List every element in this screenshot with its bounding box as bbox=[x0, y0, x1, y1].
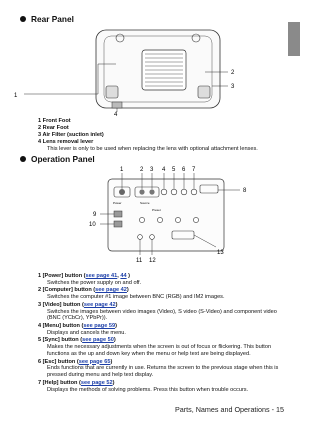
op-callout-6: 6 bbox=[182, 167, 186, 173]
button-description: Displays and cancels the menu. bbox=[47, 329, 126, 336]
op-callout-4: 4 bbox=[162, 167, 166, 173]
button-heading: 7 [Help] button (see page 52) bbox=[38, 379, 115, 386]
op-callout-11: 11 bbox=[136, 258, 143, 264]
page-link[interactable]: see page 59 bbox=[83, 322, 116, 329]
button-heading: 3 [Video] button (see page 42) bbox=[38, 301, 118, 308]
legend-item: 1 Front Foot bbox=[38, 118, 71, 124]
list-item bbox=[38, 337, 290, 357]
rear-panel-legend bbox=[38, 118, 288, 153]
op-callout-5: 5 bbox=[172, 167, 176, 173]
legend-description: This lever is only to be used when replacing the lens with optional attachment lenses. bbox=[47, 146, 258, 153]
legend-item: 4 Lens removal lever bbox=[38, 139, 94, 146]
op-callout-12: 12 bbox=[149, 258, 156, 264]
op-callout-8: 8 bbox=[243, 188, 247, 194]
page-link[interactable]: see page 42 bbox=[95, 287, 127, 294]
button-description: Switches the computer #1 image between BNC (RGB) and IM2 images. bbox=[47, 294, 225, 301]
list-item bbox=[38, 287, 290, 301]
page-link[interactable]: see page 41 bbox=[85, 273, 118, 279]
legend-item: 2 Rear Foot bbox=[38, 125, 69, 132]
button-description: Makes the necessary adjustments when the screen is out of focus or flickering. This button functions as the up and down key when the menu or help text are being displayed. bbox=[47, 344, 272, 357]
page-link[interactable]: see page 65 bbox=[78, 358, 111, 365]
button-heading: 1 [Power] button (see page 41, 44 ) bbox=[38, 273, 131, 279]
bullet-icon bbox=[20, 156, 26, 162]
list-item bbox=[38, 380, 290, 394]
list-item bbox=[38, 302, 290, 322]
operation-panel-title: Operation Panel bbox=[31, 154, 95, 164]
button-description: Switches the images between video images (Video), S video (S-Video) and component video (BNC (YCbCr), YPbPr)). bbox=[47, 308, 277, 322]
op-callout-13: 13 bbox=[217, 250, 224, 256]
page-footer: Parts, Names and Operations - 15 bbox=[174, 405, 284, 414]
page-link[interactable]: see page 42 bbox=[83, 301, 116, 308]
rear-panel-illustration bbox=[0, 24, 300, 116]
panel-source-label: Source bbox=[140, 201, 150, 205]
button-heading: 2 [Computer] button (see page 42) bbox=[38, 287, 129, 294]
operation-panel-heading bbox=[20, 154, 95, 164]
legend-item: 3 Air Filter (suction inlet) bbox=[38, 132, 104, 139]
panel-preset-label: Preset bbox=[152, 208, 161, 212]
op-callout-1: 1 bbox=[120, 167, 124, 173]
op-callout-9: 9 bbox=[93, 212, 97, 218]
panel-power-label: Power bbox=[113, 201, 122, 205]
op-callout-2: 2 bbox=[140, 167, 144, 173]
list-item bbox=[38, 359, 290, 379]
operation-panel-illustration bbox=[0, 165, 300, 271]
rear-panel-heading bbox=[20, 14, 74, 24]
rear-callout-3: 3 bbox=[231, 84, 235, 90]
button-heading: 4 [Menu] button (see page 59) bbox=[38, 322, 117, 329]
button-description: Ends functions that are currently in use. Returns the screen to the previous stage when this is pressed during menu and help text display. bbox=[47, 365, 279, 379]
op-callout-7: 7 bbox=[192, 167, 196, 173]
list-item bbox=[38, 273, 290, 287]
op-callout-10: 10 bbox=[89, 222, 96, 228]
page-link[interactable]: see page 50 bbox=[82, 337, 114, 344]
page-link[interactable]: 44 bbox=[120, 273, 127, 279]
rear-panel-title: Rear Panel bbox=[31, 14, 74, 24]
bullet-icon bbox=[20, 16, 26, 22]
rear-callout-2: 2 bbox=[231, 70, 235, 76]
list-item bbox=[38, 323, 290, 337]
button-heading: 6 [Esc] button (see page 65) bbox=[38, 358, 113, 365]
rear-callout-1: 1 bbox=[14, 93, 18, 99]
op-callout-3: 3 bbox=[150, 167, 154, 173]
button-description: Switches the power supply on and off. bbox=[47, 279, 142, 286]
page-link[interactable]: see page 52 bbox=[80, 379, 113, 386]
button-description: Displays the methods of solving problems. Press this button when trouble occurs. bbox=[47, 386, 249, 393]
operation-button-list bbox=[38, 273, 290, 394]
button-heading: 5 [Sync] button (see page 50) bbox=[38, 337, 116, 344]
rear-callout-4: 4 bbox=[114, 112, 118, 116]
